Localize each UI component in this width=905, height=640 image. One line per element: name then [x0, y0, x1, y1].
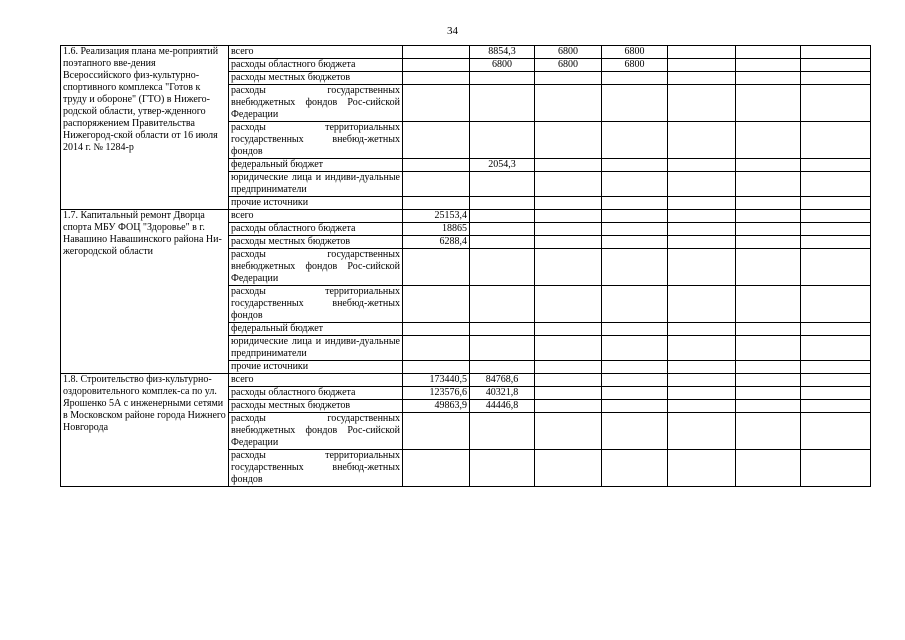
amount-cell	[668, 249, 736, 286]
amount-cell	[535, 197, 602, 210]
amount-cell	[535, 323, 602, 336]
amount-cell	[801, 400, 871, 413]
amount-cell	[403, 336, 470, 361]
amount-cell	[668, 210, 736, 223]
amount-cell	[470, 361, 535, 374]
amount-cell	[602, 249, 668, 286]
amount-cell	[602, 72, 668, 85]
amount-cell	[736, 374, 801, 387]
amount-cell	[736, 159, 801, 172]
amount-cell: 6800	[470, 59, 535, 72]
amount-cell	[801, 197, 871, 210]
funding-source: расходы государственных внебюджетных фондов Рос-сийской Федерации	[229, 249, 403, 286]
funding-source: всего	[229, 46, 403, 59]
amount-cell	[668, 387, 736, 400]
amount-cell	[801, 172, 871, 197]
amount-cell: 40321,8	[470, 387, 535, 400]
amount-cell	[602, 159, 668, 172]
funding-source: расходы местных бюджетов	[229, 72, 403, 85]
amount-cell	[801, 46, 871, 59]
funding-source: прочие источники	[229, 197, 403, 210]
amount-cell	[801, 249, 871, 286]
amount-cell	[470, 72, 535, 85]
amount-cell	[535, 400, 602, 413]
amount-cell	[602, 197, 668, 210]
amount-cell	[602, 236, 668, 249]
amount-cell: 6800	[535, 59, 602, 72]
amount-cell	[403, 323, 470, 336]
funding-source: расходы местных бюджетов	[229, 236, 403, 249]
amount-cell	[535, 236, 602, 249]
funding-source: расходы местных бюджетов	[229, 400, 403, 413]
amount-cell	[470, 223, 535, 236]
amount-cell	[668, 374, 736, 387]
funding-source: всего	[229, 210, 403, 223]
amount-cell	[736, 210, 801, 223]
amount-cell	[668, 361, 736, 374]
amount-cell	[535, 336, 602, 361]
amount-cell	[801, 323, 871, 336]
amount-cell	[602, 413, 668, 450]
amount-cell	[801, 387, 871, 400]
funding-source: юридические лица и индиви-дуальные предприниматели	[229, 336, 403, 361]
amount-cell	[470, 450, 535, 487]
amount-cell	[736, 286, 801, 323]
amount-cell	[470, 210, 535, 223]
amount-cell	[535, 210, 602, 223]
amount-cell	[801, 159, 871, 172]
funding-source: федеральный бюджет	[229, 323, 403, 336]
amount-cell	[602, 374, 668, 387]
amount-cell	[470, 172, 535, 197]
amount-cell	[801, 450, 871, 487]
amount-cell: 123576,6	[403, 387, 470, 400]
amount-cell	[403, 286, 470, 323]
amount-cell	[602, 400, 668, 413]
funding-source: расходы областного бюджета	[229, 223, 403, 236]
funding-source: федеральный бюджет	[229, 159, 403, 172]
amount-cell	[668, 236, 736, 249]
amount-cell	[470, 85, 535, 122]
amount-cell	[736, 249, 801, 286]
amount-cell	[602, 122, 668, 159]
table-row	[61, 374, 871, 387]
amount-cell	[801, 122, 871, 159]
amount-cell	[801, 85, 871, 122]
funding-source: всего	[229, 374, 403, 387]
amount-cell	[736, 323, 801, 336]
amount-cell: 18865	[403, 223, 470, 236]
funding-source: расходы государственных внебюджетных фондов Рос-сийской Федерации	[229, 413, 403, 450]
amount-cell	[470, 249, 535, 286]
amount-cell	[668, 400, 736, 413]
amount-cell	[736, 72, 801, 85]
amount-cell	[668, 197, 736, 210]
amount-cell	[403, 85, 470, 122]
amount-cell	[736, 236, 801, 249]
amount-cell	[668, 46, 736, 59]
amount-cell	[535, 85, 602, 122]
amount-cell	[602, 210, 668, 223]
amount-cell	[403, 361, 470, 374]
amount-cell	[801, 286, 871, 323]
funding-source: расходы областного бюджета	[229, 387, 403, 400]
amount-cell	[403, 159, 470, 172]
amount-cell: 8854,3	[470, 46, 535, 59]
amount-cell	[668, 413, 736, 450]
amount-cell	[801, 413, 871, 450]
amount-cell: 6800	[602, 46, 668, 59]
amount-cell	[668, 172, 736, 197]
amount-cell	[668, 323, 736, 336]
amount-cell	[535, 450, 602, 487]
amount-cell	[535, 286, 602, 323]
amount-cell	[535, 223, 602, 236]
amount-cell	[736, 172, 801, 197]
amount-cell	[602, 85, 668, 122]
amount-cell	[470, 122, 535, 159]
amount-cell: 2054,3	[470, 159, 535, 172]
amount-cell	[403, 197, 470, 210]
amount-cell	[403, 122, 470, 159]
amount-cell	[736, 197, 801, 210]
funding-source: расходы территориальных государственных внебюд-жетных фондов	[229, 122, 403, 159]
funding-source: прочие источники	[229, 361, 403, 374]
amount-cell	[736, 336, 801, 361]
amount-cell	[801, 236, 871, 249]
amount-cell	[736, 46, 801, 59]
amount-cell: 6800	[602, 59, 668, 72]
amount-cell	[801, 223, 871, 236]
funding-source: расходы областного бюджета	[229, 59, 403, 72]
amount-cell	[736, 361, 801, 374]
measure-title: 1.7. Капитальный ремонт Дворца спорта МБУ ФОЦ "Здоровье" в г. Навашино Навашинского района Ни-жегородской области	[61, 210, 229, 374]
funding-source: расходы государственных внебюджетных фондов Рос-сийской Федерации	[229, 85, 403, 122]
amount-cell	[403, 249, 470, 286]
amount-cell	[535, 172, 602, 197]
amount-cell	[736, 400, 801, 413]
amount-cell	[403, 413, 470, 450]
amount-cell	[736, 223, 801, 236]
amount-cell	[668, 59, 736, 72]
amount-cell	[668, 450, 736, 487]
amount-cell	[470, 336, 535, 361]
amount-cell	[602, 286, 668, 323]
amount-cell	[403, 450, 470, 487]
amount-cell	[602, 336, 668, 361]
funding-source: расходы территориальных государственных внебюд-жетных фондов	[229, 450, 403, 487]
amount-cell	[470, 197, 535, 210]
amount-cell	[668, 159, 736, 172]
table-row	[61, 210, 871, 223]
amount-cell	[470, 323, 535, 336]
amount-cell	[736, 413, 801, 450]
amount-cell	[535, 413, 602, 450]
amount-cell	[668, 336, 736, 361]
amount-cell: 25153,4	[403, 210, 470, 223]
amount-cell	[470, 286, 535, 323]
amount-cell: 6800	[535, 46, 602, 59]
amount-cell	[668, 72, 736, 85]
amount-cell	[602, 450, 668, 487]
amount-cell	[801, 374, 871, 387]
amount-cell	[801, 59, 871, 72]
amount-cell	[668, 122, 736, 159]
funding-table	[60, 45, 871, 487]
amount-cell	[736, 450, 801, 487]
funding-source: расходы территориальных государственных внебюд-жетных фондов	[229, 286, 403, 323]
amount-cell	[602, 172, 668, 197]
table-row	[61, 46, 871, 59]
amount-cell	[736, 387, 801, 400]
amount-cell: 6288,4	[403, 236, 470, 249]
amount-cell	[535, 159, 602, 172]
amount-cell	[801, 210, 871, 223]
amount-cell	[668, 85, 736, 122]
amount-cell	[470, 236, 535, 249]
amount-cell	[403, 59, 470, 72]
funding-source: юридические лица и индиви-дуальные предприниматели	[229, 172, 403, 197]
amount-cell	[602, 387, 668, 400]
amount-cell	[602, 361, 668, 374]
amount-cell	[602, 223, 668, 236]
amount-cell	[801, 361, 871, 374]
amount-cell	[403, 72, 470, 85]
amount-cell	[535, 374, 602, 387]
amount-cell	[801, 72, 871, 85]
amount-cell	[736, 85, 801, 122]
amount-cell	[535, 361, 602, 374]
amount-cell	[801, 336, 871, 361]
amount-cell: 84768,6	[470, 374, 535, 387]
measure-title: 1.6. Реализация плана ме-роприятий поэтапного вве-дения Всероссийского физ-культурно-спортивного комплекса "Готов к труду и обороне" (ГТО) в Нижего-родской области, утвер-жденного распоряжением Правительства Нижегород-ской области от 16 июля 2014 г. № 1284-р	[61, 46, 229, 210]
amount-cell: 173440,5	[403, 374, 470, 387]
amount-cell	[535, 72, 602, 85]
amount-cell: 49863,9	[403, 400, 470, 413]
measure-title: 1.8. Строительство физ-культурно-оздоровительного комплек-са по ул. Ярошенко 5А с инженерными сетями в Московском районе города Нижнего Новгорода	[61, 374, 229, 487]
amount-cell: 44446,8	[470, 400, 535, 413]
amount-cell	[736, 59, 801, 72]
amount-cell	[668, 223, 736, 236]
page-number: 34	[447, 25, 458, 37]
amount-cell	[403, 46, 470, 59]
amount-cell	[602, 323, 668, 336]
amount-cell	[535, 387, 602, 400]
amount-cell	[736, 122, 801, 159]
amount-cell	[535, 249, 602, 286]
amount-cell	[535, 122, 602, 159]
amount-cell	[403, 172, 470, 197]
amount-cell	[470, 413, 535, 450]
amount-cell	[668, 286, 736, 323]
